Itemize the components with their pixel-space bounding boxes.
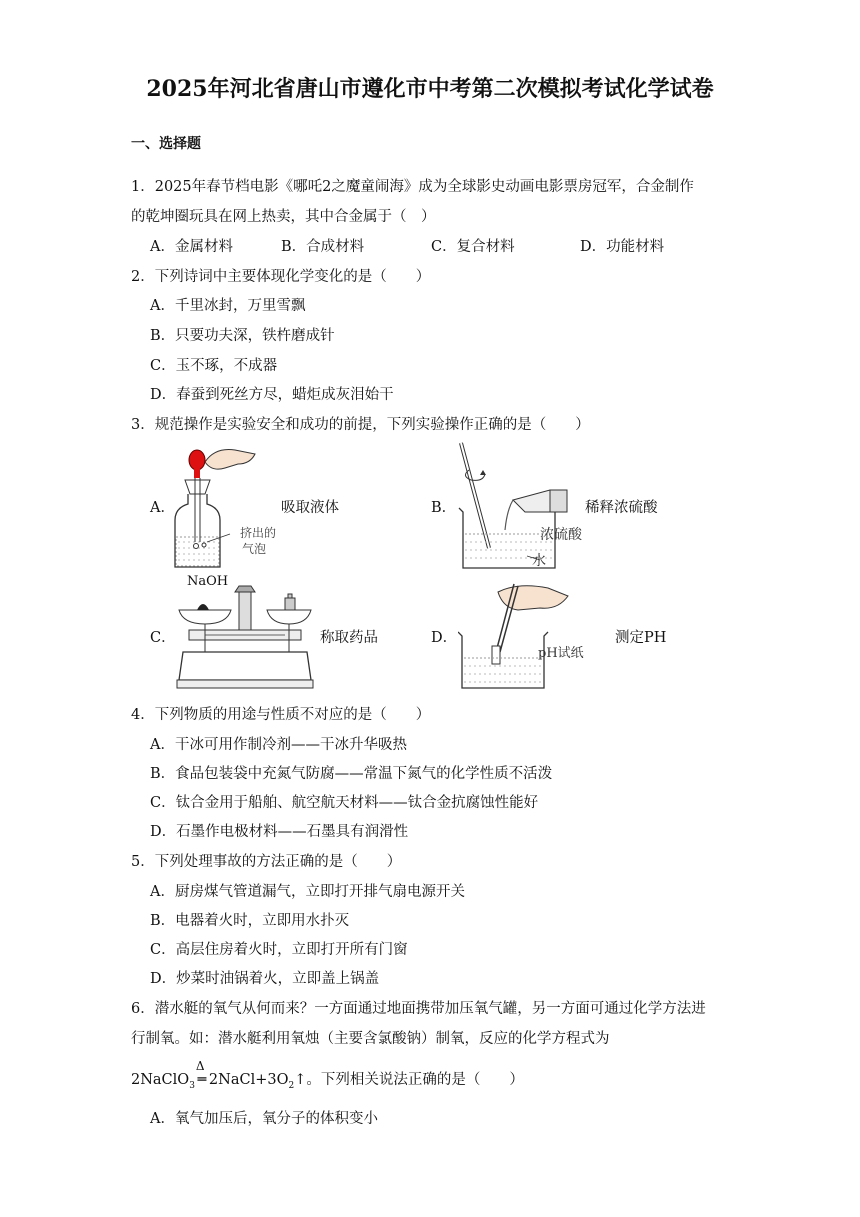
q3-stem: 3．规范操作是实验安全和成功的前提，下列实验操作正确的是（ ） (131, 417, 590, 433)
q6-stem-tail: 。下列相关说法正确的是（ ） (306, 1072, 524, 1088)
q4-option-a: A．干冰可用作制冷剂——干冰升华吸热 (150, 737, 407, 753)
q3-option-a-label: 吸取液体 (281, 500, 339, 516)
fig-a-annotation-2: 气泡 (242, 542, 267, 556)
fig-b-annotation-1: 浓硫酸 (540, 527, 582, 543)
eq-heat-symbol: Δ (195, 1059, 205, 1073)
q1-option-a: A．金属材料 (150, 239, 233, 255)
q5-option-d: D．炒菜时油锅着火，立即盖上锅盖 (150, 971, 380, 987)
figure-dropper-bottle (170, 442, 280, 572)
q5-option-c: C．高层住房着火时，立即打开所有门窗 (150, 942, 408, 958)
q1-option-c: C．复合材料 (431, 239, 515, 255)
fig-a-annotation-1: 挤出的 (240, 526, 277, 540)
q2-option-a: A．千里冰封，万里雪飘 (150, 298, 306, 314)
q1-stem-line1: 1．2025年春节档电影《哪吒2之魔童闹海》成为全球影史动画电影票房冠军，合金制作 (131, 179, 694, 195)
q6-equation: 2NaClO$_3$ Δ ═ $2NaCl+3O_2↑$。下列相关说法正确的是（ ） (131, 1059, 524, 1091)
fig-c-annotation: NaOH (187, 574, 229, 589)
q5-stem: 5．下列处理事故的方法正确的是（ ） (131, 854, 402, 870)
q6-stem-line2: 行制氧。如：潜水艇利用氧烛（主要含氯酸钠）制氧，反应的化学方程式为 (131, 1031, 610, 1047)
q3-option-d-label: 测定PH (615, 630, 667, 646)
q2-option-c: C．玉不琢，不成器 (150, 358, 278, 374)
fig-b-annotation-2: 水 (532, 553, 546, 569)
eq-sub-3: 3 (189, 1080, 195, 1091)
q1-option-b: B．合成材料 (281, 239, 365, 255)
q6-option-a: A．氧气加压后，氧分子的体积变小 (150, 1111, 378, 1127)
q4-stem: 4．下列物质的用途与性质不对应的是（ ） (131, 707, 431, 723)
figure-dilute-acid (455, 440, 615, 575)
q3-option-d-letter: D． (431, 630, 458, 646)
page-title: 2025年河北省唐山市遵化市中考第二次模拟考试化学试卷 (146, 76, 714, 102)
q3-option-a-letter: A． (150, 500, 175, 516)
eq-reactant: 2NaClO (131, 1072, 190, 1088)
fig-d-annotation: pH试纸 (538, 646, 584, 661)
q2-option-d: D．春蚕到死丝方尽，蜡炬成灰泪始干 (150, 387, 394, 403)
eq-products: 2NaCl+3O (208, 1072, 289, 1088)
q1-stem-line2: 的乾坤圈玩具在网上热卖，其中合金属于（ ） (131, 209, 436, 225)
q3-option-b-letter: B． (431, 500, 457, 516)
eq-gas-arrow: ↑ (294, 1072, 307, 1088)
figure-ph-test (458, 582, 608, 692)
section-heading: 一、选择题 (131, 136, 201, 152)
q3-option-c-letter: C． (150, 630, 176, 646)
q3-option-b-label: 稀释浓硫酸 (585, 500, 658, 516)
q4-option-b: B．食品包装袋中充氮气防腐——常温下氮气的化学性质不活泼 (150, 766, 553, 782)
q5-option-b: B．电器着火时，立即用水扑灭 (150, 913, 350, 929)
q2-option-b: B．只要功夫深，铁杵磨成针 (150, 328, 335, 344)
q2-stem: 2．下列诗词中主要体现化学变化的是（ ） (131, 269, 431, 285)
figure-balance (175, 572, 315, 692)
q1-option-d: D．功能材料 (580, 239, 665, 255)
eq-sub-2: 2 (288, 1080, 295, 1091)
q4-option-d: D．石墨作电极材料——石墨具有润滑性 (150, 824, 409, 840)
q4-option-c: C．钛合金用于船舶、航空航天材料——钛合金抗腐蚀性能好 (150, 795, 539, 811)
q3-option-c-label: 称取药品 (320, 630, 378, 646)
q6-stem-line1: 6．潜水艇的氧气从何而来？一方面通过地面携带加压氧气罐，另一方面可通过化学方法进 (131, 1001, 706, 1017)
q5-option-a: A．厨房煤气管道漏气，立即打开排气扇电源开关 (150, 884, 465, 900)
